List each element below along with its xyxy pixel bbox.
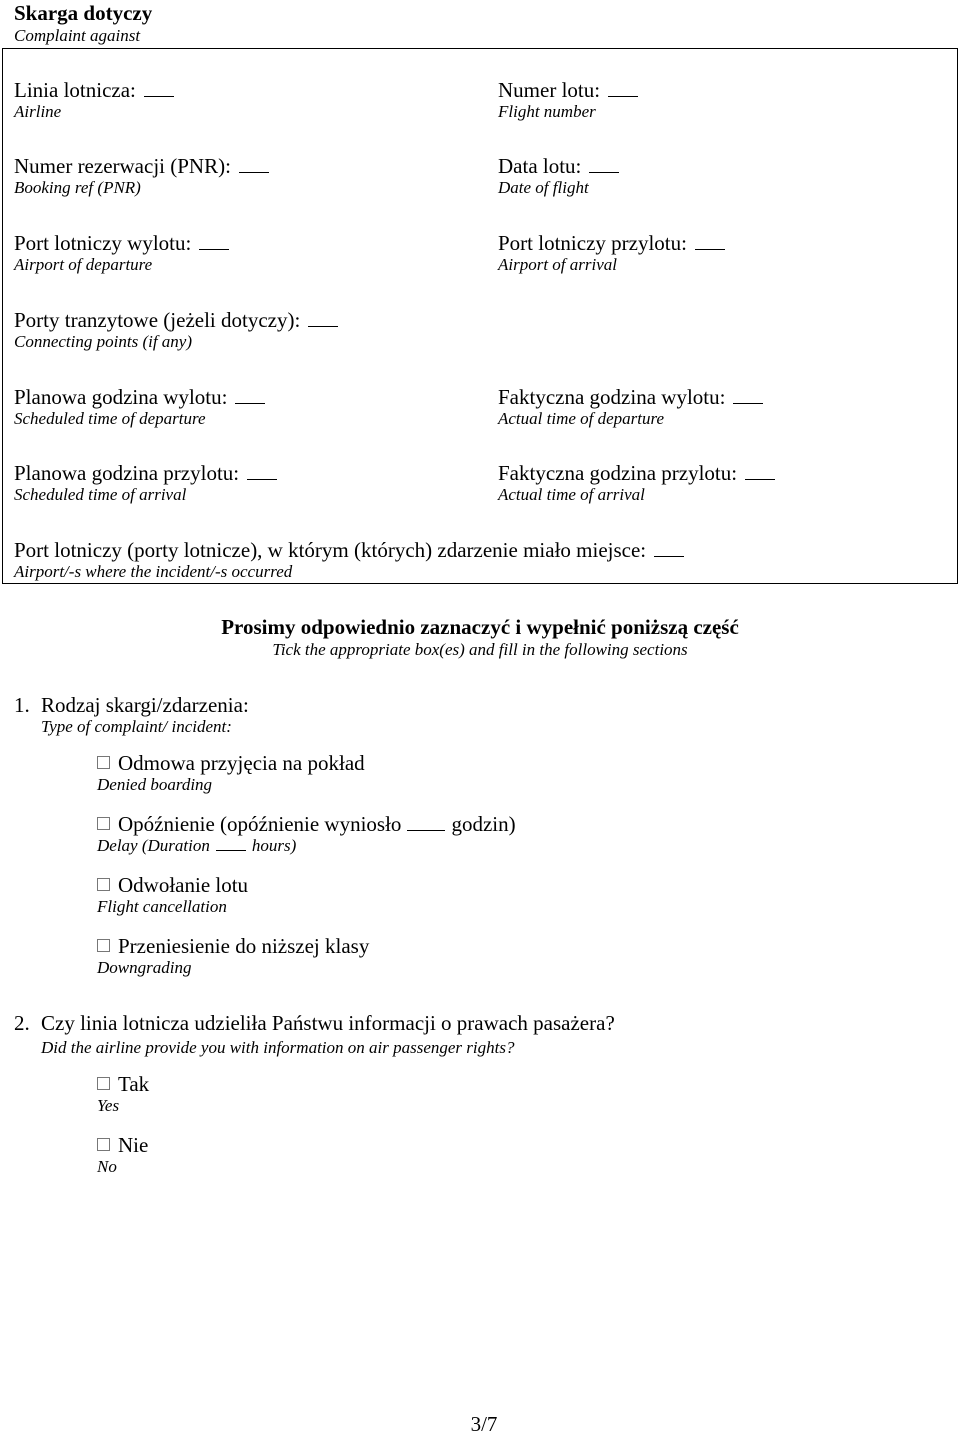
flight-date-blank[interactable] xyxy=(589,172,619,173)
no-label-en: No xyxy=(97,1157,117,1176)
actual-arrival-label: Faktyczna godzina przylotu: xyxy=(498,461,738,485)
delay-hours-blank[interactable] xyxy=(407,830,445,831)
option-delay[interactable] xyxy=(97,812,516,856)
yes-label-en: Yes xyxy=(97,1096,120,1115)
option-denied-boarding[interactable] xyxy=(97,751,365,795)
airline-blank[interactable] xyxy=(144,96,174,97)
delay-hours-blank-en[interactable] xyxy=(216,850,246,851)
delay-label-end: godzin) xyxy=(451,812,516,836)
downgrading-label-en: Downgrading xyxy=(97,958,192,977)
scheduled-arrival-label-en: Scheduled time of arrival xyxy=(14,485,187,504)
downgrading-label: Przeniesienie do niższej klasy xyxy=(118,934,370,958)
scheduled-departure-label-en: Scheduled time of departure xyxy=(14,409,206,428)
section1-heading xyxy=(14,693,249,717)
yes-label: Tak xyxy=(118,1072,150,1096)
actual-departure-label-en: Actual time of departure xyxy=(498,409,665,428)
section2-number: 2. xyxy=(14,1011,30,1035)
arrival-airport-label-en: Airport of arrival xyxy=(498,255,618,274)
section1-number: 1. xyxy=(14,693,30,717)
actual-departure-blank[interactable] xyxy=(733,403,763,404)
no-checkbox[interactable] xyxy=(97,1138,110,1151)
arrival-airport-label: Port lotniczy przylotu: xyxy=(498,231,687,255)
actual-departure-field[interactable] xyxy=(498,385,763,429)
delay-label-en-end: hours) xyxy=(251,836,297,855)
section2-heading xyxy=(14,1011,615,1035)
section2-title: Czy linia lotnicza udzieliła Państwu informacji o prawach pasażera? xyxy=(41,1011,615,1035)
departure-airport-field[interactable] xyxy=(14,231,229,275)
connecting-points-label: Porty tranzytowe (jeżeli dotyczy): xyxy=(14,308,301,332)
incident-airports-blank[interactable] xyxy=(654,556,684,557)
option-no[interactable] xyxy=(97,1133,148,1177)
option-yes[interactable] xyxy=(97,1072,149,1116)
connecting-points-field[interactable] xyxy=(14,308,338,352)
flight-date-label: Data lotu: xyxy=(498,154,582,178)
incident-airports-label-en: Airport/-s where the incident/-s occurred xyxy=(14,562,293,581)
denied-boarding-label: Odmowa przyjęcia na pokład xyxy=(118,751,365,775)
instructions-heading: Prosimy odpowiednio zaznaczyć i wypełnić poniższą część xyxy=(221,615,739,639)
yes-checkbox[interactable] xyxy=(97,1077,110,1090)
actual-departure-label: Faktyczna godzina wylotu: xyxy=(498,385,726,409)
departure-airport-blank[interactable] xyxy=(199,249,229,250)
incident-airports-field[interactable] xyxy=(14,538,684,582)
downgrading-checkbox[interactable] xyxy=(97,939,110,952)
flight-date-label-en: Date of flight xyxy=(498,178,589,197)
scheduled-arrival-blank[interactable] xyxy=(247,479,277,480)
flight-number-field[interactable] xyxy=(498,78,638,122)
flight-cancellation-label-en: Flight cancellation xyxy=(97,897,227,916)
scheduled-arrival-field[interactable] xyxy=(14,461,277,505)
scheduled-departure-field[interactable] xyxy=(14,385,265,429)
airline-label: Linia lotnicza: xyxy=(14,78,136,102)
actual-arrival-blank[interactable] xyxy=(745,479,775,480)
denied-boarding-checkbox[interactable] xyxy=(97,756,110,769)
page-number: 3/7 xyxy=(470,1412,498,1436)
flight-number-label-en: Flight number xyxy=(498,102,596,121)
flight-cancellation-label: Odwołanie lotu xyxy=(118,873,249,897)
scheduled-arrival-label: Planowa godzina przylotu: xyxy=(14,461,240,485)
option-downgrading[interactable] xyxy=(97,934,369,978)
page-title: Skarga dotyczy xyxy=(14,1,153,25)
option-flight-cancellation[interactable] xyxy=(97,873,248,917)
flight-date-field[interactable] xyxy=(498,154,619,198)
section1-title-en: Type of complaint/ incident: xyxy=(41,717,232,736)
actual-arrival-field[interactable] xyxy=(498,461,775,505)
incident-airports-label: Port lotniczy (porty lotnicze), w którym (których) zdarzenie miało miejsce: xyxy=(14,538,647,562)
delay-label: Opóźnienie (opóźnienie wyniosło xyxy=(118,812,402,836)
flight-number-blank[interactable] xyxy=(608,96,638,97)
scheduled-departure-blank[interactable] xyxy=(235,403,265,404)
connecting-points-blank[interactable] xyxy=(308,326,338,327)
arrival-airport-field[interactable] xyxy=(498,231,725,275)
page-subtitle: Complaint against xyxy=(14,26,141,45)
booking-ref-label: Numer rezerwacji (PNR): xyxy=(14,154,231,178)
airline-field[interactable] xyxy=(14,78,174,122)
airline-label-en: Airline xyxy=(14,102,62,121)
booking-ref-blank[interactable] xyxy=(239,172,269,173)
booking-ref-field[interactable] xyxy=(14,154,269,198)
section2-title-en: Did the airline provide you with information on air passenger rights? xyxy=(41,1038,515,1057)
departure-airport-label-en: Airport of departure xyxy=(14,255,153,274)
connecting-points-label-en: Connecting points (if any) xyxy=(14,332,193,351)
scheduled-departure-label: Planowa godzina wylotu: xyxy=(14,385,228,409)
departure-airport-label: Port lotniczy wylotu: xyxy=(14,231,192,255)
no-label: Nie xyxy=(118,1133,149,1157)
delay-label-en: Delay (Duration xyxy=(97,836,210,855)
flight-number-label: Numer lotu: xyxy=(498,78,601,102)
instructions-subheading: Tick the appropriate box(es) and fill in the following sections xyxy=(272,640,688,659)
denied-boarding-label-en: Denied boarding xyxy=(97,775,213,794)
delay-checkbox[interactable] xyxy=(97,817,110,830)
section1-title: Rodzaj skargi/zdarzenia: xyxy=(41,693,249,717)
booking-ref-label-en: Booking ref (PNR) xyxy=(14,178,141,197)
arrival-airport-blank[interactable] xyxy=(695,249,725,250)
flight-cancellation-checkbox[interactable] xyxy=(97,878,110,891)
actual-arrival-label-en: Actual time of arrival xyxy=(498,485,645,504)
